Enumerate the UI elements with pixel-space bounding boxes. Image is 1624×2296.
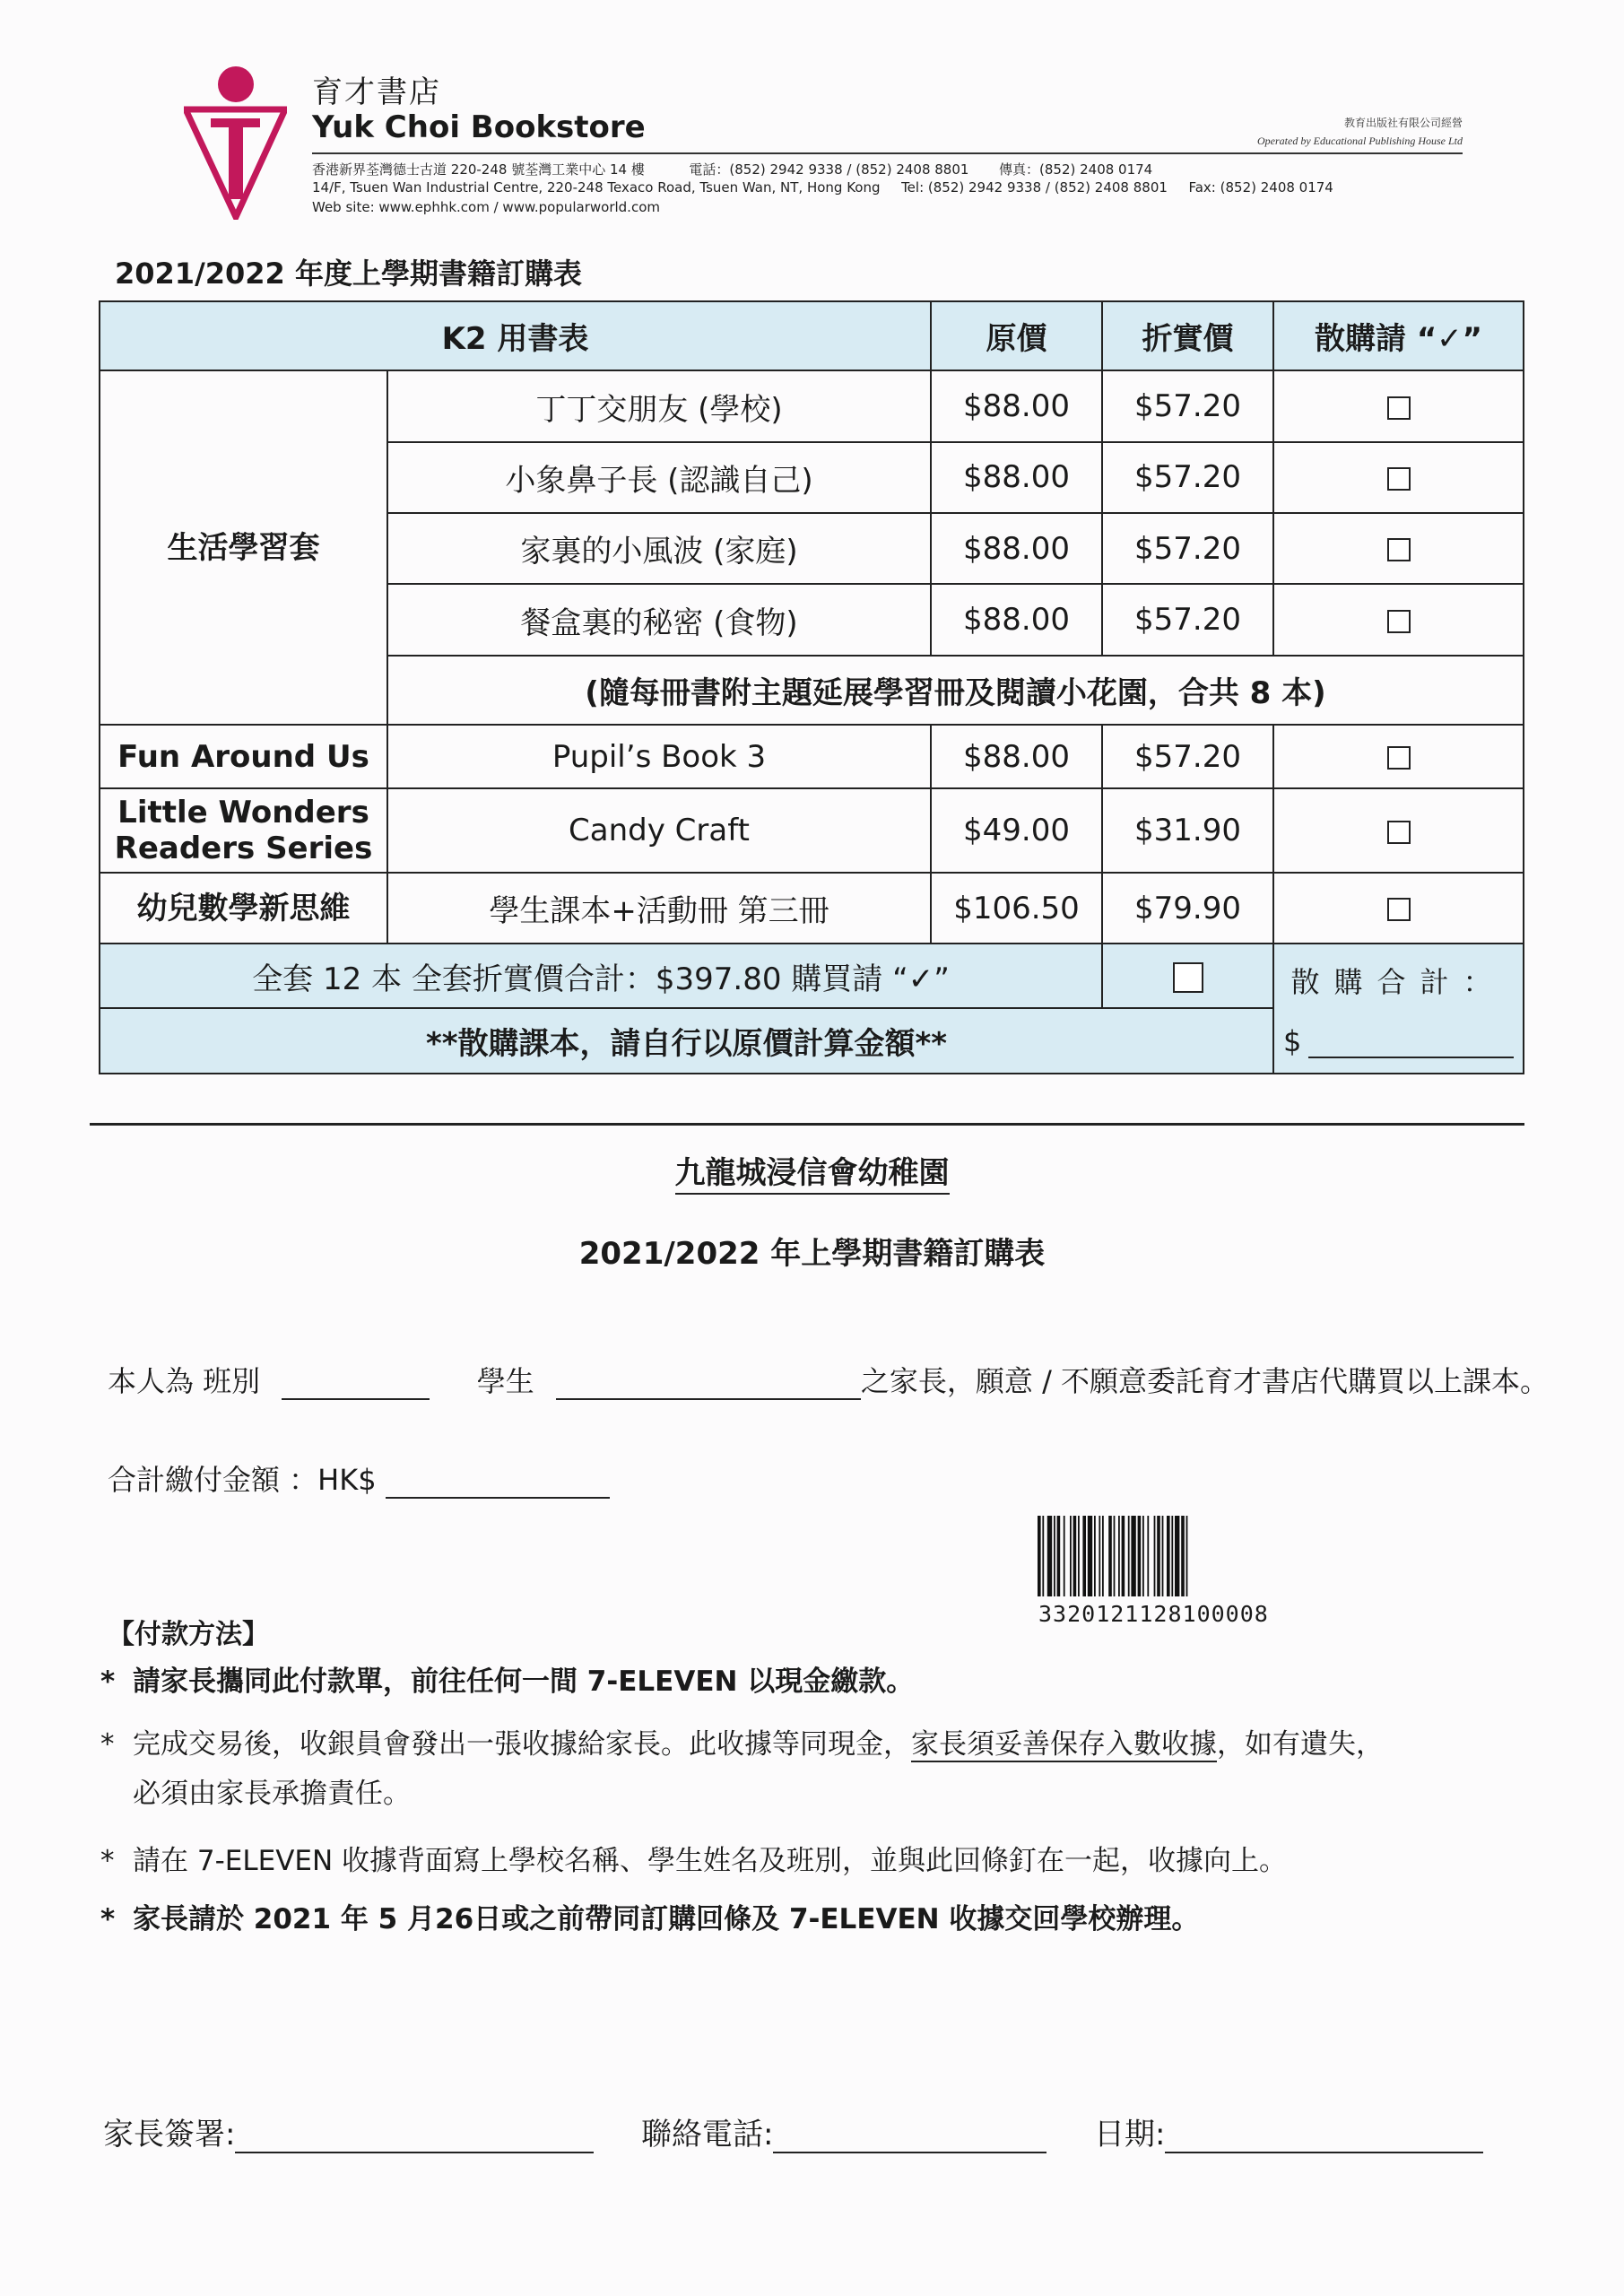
purchase-cell (1273, 788, 1524, 873)
purchase-checkbox[interactable] (1387, 396, 1411, 420)
order-table (99, 300, 1524, 1074)
school-name: 九龍城浸信會幼稚園 (0, 1148, 1624, 1192)
series-name: 幼兒數學新思維 (100, 873, 387, 944)
shop-name-en: Yuk Choi Bookstore (312, 109, 646, 145)
payment-item-2-cont: 必須由家長承擔責任。 (133, 1778, 411, 1810)
barcode-bar (1042, 1516, 1044, 1596)
original-price: $88.00 (931, 370, 1102, 441)
single-total-cell (1273, 944, 1524, 1074)
barcode-bar (1047, 1516, 1052, 1596)
date-field[interactable] (1165, 2152, 1483, 2153)
barcode-bar (1057, 1516, 1061, 1596)
section-divider (90, 1123, 1524, 1126)
barcode-bar (1094, 1516, 1096, 1596)
table-row (100, 873, 1524, 944)
bullet-star: * (100, 1665, 116, 1698)
barcode-bar (1073, 1516, 1077, 1596)
table-row (100, 788, 1524, 873)
single-total-label: 散購合計： (1290, 964, 1507, 999)
currency-sign: $ (1283, 1023, 1302, 1058)
purchase-cell (1273, 442, 1524, 513)
set-total-row (100, 944, 1524, 1007)
address-en: 14/F, Tsuen Wan Industrial Centre, 220-248 Texaco Road, Tsuen Wan, NT, Hong Kong (312, 179, 881, 196)
header-discount-price: 折實價 (1102, 301, 1273, 370)
barcode-bar (1138, 1516, 1142, 1596)
barcode-bar (1108, 1516, 1112, 1596)
series-life-set: 生活學習套 (100, 370, 387, 725)
consent-line (108, 1359, 1549, 1400)
book-title: Candy Craft (387, 788, 931, 873)
purchase-checkbox[interactable] (1387, 898, 1411, 921)
table-row (100, 370, 1524, 441)
bullet-star: * (100, 1845, 115, 1877)
purchase-checkbox[interactable] (1387, 746, 1411, 770)
fax-en: Fax: (852) 2408 0174 (1188, 179, 1333, 196)
original-price: $106.50 (931, 873, 1102, 944)
discount-price: $57.20 (1102, 370, 1273, 441)
class-field[interactable] (282, 1398, 430, 1400)
payment-item-2: * 完成交易後，收銀員會發出一張收據給家長。此收據等同現金，家長須妥善保存入數收據，如有遺失， (100, 1728, 1384, 1761)
barcode-bar (1147, 1516, 1149, 1596)
bullet-star: * (100, 1728, 115, 1761)
barcode-bar (1131, 1516, 1135, 1596)
consent-part1: 本人為 班別 (108, 1364, 261, 1398)
header-original-price: 原價 (931, 301, 1102, 370)
barcode-bar (1186, 1516, 1188, 1596)
website: Web site: www.ephhk.com / www.popularworld.com (312, 199, 660, 215)
book-title: 丁丁交朋友 (學校) (387, 370, 931, 441)
set-purchase-cell (1102, 944, 1273, 1007)
original-price: $88.00 (931, 442, 1102, 513)
table-header-row (100, 301, 1524, 370)
contact-phone (641, 2109, 1046, 2153)
barcode-bar (1171, 1516, 1173, 1596)
purchase-checkbox[interactable] (1387, 610, 1411, 633)
contact-phone-field[interactable] (773, 2152, 1046, 2153)
header-rule (312, 152, 1463, 154)
barcode-bar (1064, 1516, 1065, 1596)
purchase-checkbox[interactable] (1387, 538, 1411, 561)
parent-signature-label: 家長簽署: (103, 2117, 236, 2152)
amount-label: 合計繳付金額 ：HK$ (108, 1463, 377, 1497)
barcode-bar (1038, 1516, 1041, 1596)
series-name: Fun Around Us (100, 725, 387, 788)
keep-receipt-text: 家長須妥善保存入數收據 (911, 1728, 1217, 1761)
barcode-bar (1078, 1516, 1080, 1596)
barcode-number: 3320121128100008 (1038, 1601, 1269, 1627)
barcode-bar (1054, 1516, 1055, 1596)
barcode-bar (1162, 1516, 1164, 1596)
parent-signature (103, 2109, 594, 2153)
contact-phone-label: 聯絡電話: (641, 2117, 774, 2152)
discount-price: $31.90 (1102, 788, 1273, 873)
original-price: $88.00 (931, 584, 1102, 655)
barcode-bar (1157, 1516, 1160, 1596)
payment-item-3: * 請在 7-ELEVEN 收據背面寫上學校名稱、學生姓名及班別，並與此回條釘在一起，收據向上。 (100, 1845, 1288, 1877)
series-name: Little Wonders Readers Series (100, 788, 387, 873)
barcode-bar (1122, 1516, 1125, 1596)
header-single-purchase: 散購請 “✓” (1273, 301, 1524, 370)
barcode-bar (1175, 1516, 1179, 1596)
original-price: $49.00 (931, 788, 1102, 873)
address-en-line (312, 179, 1333, 196)
purchase-cell (1273, 725, 1524, 788)
discount-price: $79.90 (1102, 873, 1273, 944)
barcode-bar (1099, 1516, 1100, 1596)
publisher-zh: 教育出版社有限公司經營 (1343, 117, 1463, 129)
single-total-blank[interactable] (1308, 1028, 1514, 1058)
parent-signature-field[interactable] (235, 2152, 594, 2153)
set-purchase-checkbox[interactable] (1173, 962, 1203, 993)
address-zh-line (312, 160, 1152, 178)
date (1094, 2109, 1483, 2153)
payment-item-1: * 請家長攜同此付款單，前往任何一間 7-ELEVEN 以現金繳款。 (100, 1665, 915, 1698)
consent-part3: 之家長，願意 / 不願意委託育才書店代購買以上課本。 (860, 1364, 1550, 1398)
purchase-cell (1273, 513, 1524, 584)
reply-form-title: 2021/2022 年上學期書籍訂購表 (578, 1236, 1046, 1272)
book-title: 餐盒裏的秘密 (食物) (387, 584, 931, 655)
purchase-checkbox[interactable] (1387, 821, 1411, 844)
single-note: **散購課本，請自行以原價計算金額** (100, 1008, 1273, 1074)
barcode-bar (1181, 1516, 1185, 1596)
header-list: K2 用書表 (100, 301, 931, 370)
purchase-cell (1273, 873, 1524, 944)
barcode-bar (1102, 1516, 1104, 1596)
life-set-note: (隨每冊書附主題延展學習冊及閱讀小花園，合共 8 本) (387, 656, 1524, 725)
table-row (100, 725, 1524, 788)
discount-price: $57.20 (1102, 725, 1273, 788)
single-total-field[interactable] (1283, 1024, 1514, 1058)
purchase-cell (1273, 584, 1524, 655)
student-name-field[interactable] (556, 1398, 861, 1400)
phone-zh: 電話：(852) 2942 9338 / (852) 2408 8801 (689, 161, 969, 178)
set-total-text: 全套 12 本 全套折實價合計：$397.80 購買請 “✓” (100, 944, 1102, 1007)
publisher-en: Operated by Educational Publishing House Ltd (1257, 135, 1463, 147)
barcode-bar (1118, 1516, 1120, 1596)
amount-line (108, 1457, 610, 1499)
book-title: 小象鼻子長 (認識自己) (387, 442, 931, 513)
bookstore-logo (184, 63, 287, 220)
fax-zh: 傳真：(852) 2408 0174 (999, 161, 1153, 178)
book-title: Pupil’s Book 3 (387, 725, 931, 788)
barcode-bar (1167, 1516, 1170, 1596)
original-price: $88.00 (931, 513, 1102, 584)
book-title: 家裏的小風波 (家庭) (387, 513, 931, 584)
barcode (1036, 1516, 1278, 1596)
barcode-bar (1142, 1516, 1144, 1596)
barcode-bar (1082, 1516, 1086, 1596)
address-zh: 香港新界荃灣德士古道 220-248 號荃灣工業中心 14 樓 (312, 161, 645, 178)
purchase-checkbox[interactable] (1387, 467, 1411, 491)
payment-heading: 【付款方法】 (108, 1619, 269, 1650)
book-title: 學生課本+活動冊 第三冊 (387, 873, 931, 944)
barcode-bar (1070, 1516, 1072, 1596)
phone-en: Tel: (852) 2942 9338 / (852) 2408 8801 (901, 179, 1168, 196)
barcode-bar (1114, 1516, 1116, 1596)
payment-item-4: * 家長請於 2021 年 5 月26日或之前帶同訂購回條及 7-ELEVEN 收據交回學校辦理。 (100, 1903, 1200, 1935)
consent-part2: 學生 (476, 1364, 534, 1398)
form-title: 2021/2022 年度上學期書籍訂購表 (115, 257, 582, 291)
shop-name-zh: 育才書店 (312, 74, 441, 110)
barcode-bar (1088, 1516, 1092, 1596)
purchase-cell (1273, 370, 1524, 441)
date-label: 日期: (1094, 2117, 1166, 2152)
barcode-bar (1154, 1516, 1156, 1596)
barcode-bar (1128, 1516, 1130, 1596)
amount-field[interactable] (386, 1497, 610, 1499)
original-price: $88.00 (931, 725, 1102, 788)
discount-price: $57.20 (1102, 513, 1273, 584)
bullet-star: * (100, 1903, 116, 1935)
discount-price: $57.20 (1102, 442, 1273, 513)
discount-price: $57.20 (1102, 584, 1273, 655)
